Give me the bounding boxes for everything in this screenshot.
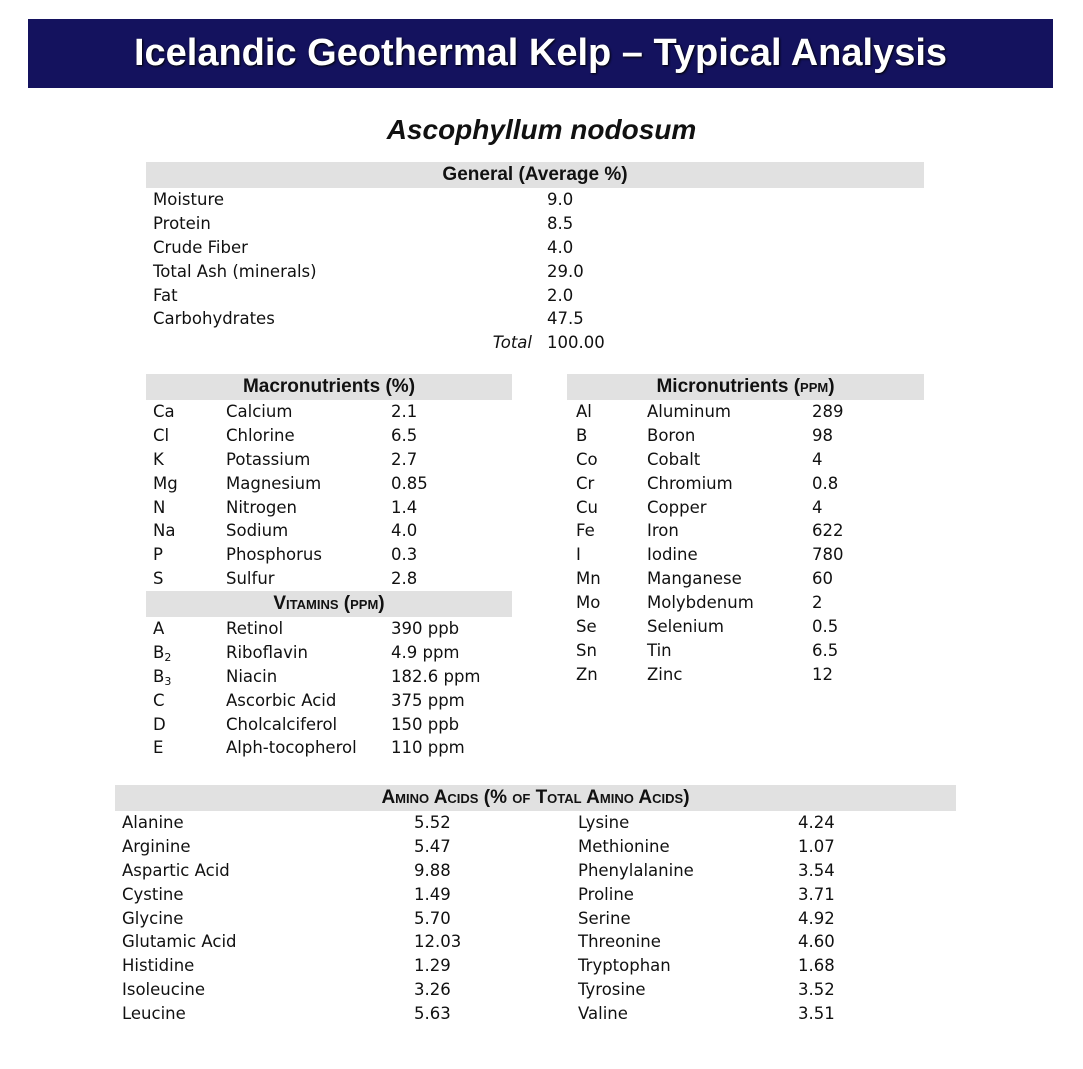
amino-value: 3.52 bbox=[798, 980, 835, 1000]
element-value: 780 bbox=[812, 545, 844, 565]
element-symbol: S bbox=[153, 569, 164, 589]
vitamin-name: Retinol bbox=[226, 619, 284, 638]
element-name: Chromium bbox=[647, 473, 733, 493]
table-row bbox=[571, 883, 956, 907]
amino-value: 3.71 bbox=[798, 884, 835, 904]
element-symbol: P bbox=[153, 545, 163, 565]
table-row bbox=[115, 883, 535, 907]
element-symbol: Mg bbox=[153, 473, 178, 493]
amino-value: 5.70 bbox=[414, 908, 451, 928]
amino-name: Leucine bbox=[122, 1004, 186, 1024]
vitamin-symbol: $B_3$ bbox=[153, 666, 172, 688]
table-row bbox=[146, 665, 512, 689]
table-row bbox=[146, 519, 512, 543]
table-row bbox=[571, 1002, 956, 1026]
element-name: Sulfur bbox=[226, 569, 275, 589]
element-value: 2.7 bbox=[391, 449, 418, 469]
element-symbol: Cl bbox=[153, 425, 170, 445]
amino-name: Threonine bbox=[578, 932, 661, 952]
amino-value: 5.47 bbox=[414, 836, 451, 856]
amino-value: 3.26 bbox=[414, 980, 451, 1000]
amino-value: 4.92 bbox=[798, 908, 835, 928]
row-label: Crude Fiber bbox=[153, 237, 248, 257]
table-row bbox=[146, 236, 924, 260]
row-value: 2.0 bbox=[547, 285, 574, 305]
element-value: 2.8 bbox=[391, 569, 418, 589]
element-symbol: N bbox=[153, 497, 166, 517]
amino-value: 1.07 bbox=[798, 836, 835, 856]
table-row bbox=[567, 472, 924, 496]
micronutrients-header-title: Micronutrients ( bbox=[656, 376, 801, 397]
general-total-row bbox=[146, 331, 924, 355]
element-value: 0.3 bbox=[391, 545, 418, 565]
element-value: 4 bbox=[812, 497, 823, 517]
row-value: 29.0 bbox=[547, 261, 584, 281]
amino-value: 9.88 bbox=[414, 860, 451, 880]
vitamin-subscript: 3 bbox=[164, 674, 172, 688]
element-value: 2.1 bbox=[391, 402, 418, 421]
row-value: 4.0 bbox=[547, 237, 574, 257]
table-row bbox=[115, 930, 535, 954]
amino-acids-left-table bbox=[115, 811, 535, 1026]
vitamin-name: Riboflavin bbox=[226, 642, 308, 662]
vitamin-subscript: 2 bbox=[164, 650, 172, 664]
amino-name: Aspartic Acid bbox=[122, 860, 230, 880]
vitamin-name: Alph-tocopherol bbox=[226, 738, 357, 758]
amino-value: 4.60 bbox=[798, 932, 835, 952]
amino-value: 3.54 bbox=[798, 860, 835, 880]
amino-value: 5.63 bbox=[414, 1004, 451, 1024]
table-row bbox=[571, 835, 956, 859]
table-row bbox=[146, 472, 512, 496]
amino-name: Isoleucine bbox=[122, 980, 206, 1000]
table-row bbox=[146, 307, 924, 331]
element-symbol: Al bbox=[576, 402, 592, 421]
amino-value: 1.49 bbox=[414, 884, 451, 904]
table-row bbox=[567, 448, 924, 472]
element-name: Molybdenum bbox=[647, 593, 754, 613]
vitamin-value: 150 ppb bbox=[391, 714, 460, 734]
vitamin-symbol: A bbox=[153, 619, 165, 638]
vitamins-table bbox=[146, 617, 512, 760]
table-row bbox=[567, 663, 924, 687]
element-name: Zinc bbox=[647, 664, 683, 684]
row-value: 8.5 bbox=[547, 213, 574, 233]
table-row bbox=[146, 400, 512, 424]
amino-name: Cystine bbox=[122, 884, 184, 904]
element-value: 1.4 bbox=[391, 497, 418, 517]
element-name: Aluminum bbox=[647, 402, 731, 421]
element-name: Phosphorus bbox=[226, 545, 322, 565]
row-label: Total Ash (minerals) bbox=[153, 261, 317, 281]
table-row bbox=[571, 859, 956, 883]
element-name: Selenium bbox=[647, 617, 724, 637]
amino-value: 1.29 bbox=[414, 956, 451, 976]
element-name: Iron bbox=[647, 521, 679, 541]
micronutrients-table bbox=[567, 400, 924, 687]
element-name: Cobalt bbox=[647, 449, 701, 469]
amino-name: Tryptophan bbox=[578, 956, 671, 976]
amino-value: 3.51 bbox=[798, 1004, 835, 1024]
element-name: Manganese bbox=[647, 569, 742, 589]
amino-name: Arginine bbox=[122, 836, 191, 856]
total-label: Total bbox=[492, 333, 532, 352]
row-value: 9.0 bbox=[547, 190, 574, 209]
page-title: Icelandic Geothermal Kelp – Typical Analysis bbox=[28, 19, 1053, 88]
table-row bbox=[146, 188, 924, 212]
element-value: 6.5 bbox=[812, 640, 839, 660]
amino-name: Phenylalanine bbox=[578, 860, 694, 880]
table-row bbox=[571, 954, 956, 978]
element-symbol: Sn bbox=[576, 640, 597, 660]
table-row bbox=[567, 567, 924, 591]
element-value: 2 bbox=[812, 593, 823, 613]
macronutrients-table bbox=[146, 400, 512, 591]
vitamin-symbol: $B_2$ bbox=[153, 642, 172, 664]
element-value: 0.5 bbox=[812, 617, 839, 637]
element-symbol: Se bbox=[576, 617, 597, 637]
table-row bbox=[115, 907, 535, 931]
amino-acids-right-table bbox=[571, 811, 956, 1026]
species-subtitle: Ascophyllum nodosum bbox=[386, 114, 697, 145]
element-value: 0.8 bbox=[812, 473, 839, 493]
table-row bbox=[571, 811, 956, 835]
element-symbol: Mn bbox=[576, 569, 601, 589]
table-row bbox=[115, 811, 535, 835]
table-row bbox=[567, 591, 924, 615]
table-row bbox=[567, 496, 924, 520]
table-row bbox=[146, 713, 512, 737]
element-name: Magnesium bbox=[226, 473, 322, 493]
element-value: 98 bbox=[812, 425, 833, 445]
table-row bbox=[567, 519, 924, 543]
general-header: General (Average %) bbox=[146, 162, 924, 188]
vitamin-name: Ascorbic Acid bbox=[226, 690, 337, 710]
table-row bbox=[146, 496, 512, 520]
general-table bbox=[146, 188, 924, 331]
table-row bbox=[567, 639, 924, 663]
element-symbol: Mo bbox=[576, 593, 601, 613]
element-symbol: Cu bbox=[576, 497, 598, 517]
micronutrients-header-unit: ppm bbox=[800, 376, 829, 397]
amino-value: 12.03 bbox=[414, 932, 462, 952]
amino-name: Histidine bbox=[122, 956, 195, 976]
row-value: 47.5 bbox=[547, 309, 584, 329]
element-value: 4.0 bbox=[391, 521, 418, 541]
vitamin-name: Niacin bbox=[226, 666, 278, 686]
vitamin-symbol: C bbox=[153, 690, 165, 710]
element-value: 6.5 bbox=[391, 425, 418, 445]
element-name: Nitrogen bbox=[226, 497, 297, 517]
table-row bbox=[146, 641, 512, 665]
macronutrients-header: Macronutrients (%) bbox=[146, 374, 512, 400]
vitamin-value: 110 ppm bbox=[391, 738, 465, 758]
amino-name: Alanine bbox=[122, 813, 184, 832]
amino-name: Valine bbox=[578, 1004, 628, 1024]
table-row bbox=[146, 736, 512, 760]
table-row bbox=[146, 448, 512, 472]
element-symbol: Na bbox=[153, 521, 176, 541]
table-row bbox=[146, 617, 512, 641]
table-row bbox=[146, 567, 512, 591]
element-symbol: B bbox=[576, 425, 588, 445]
table-row bbox=[146, 424, 512, 448]
element-symbol: Cr bbox=[576, 473, 595, 493]
element-symbol: Zn bbox=[576, 664, 598, 684]
vitamin-value: 375 ppm bbox=[391, 690, 465, 710]
table-row bbox=[146, 689, 512, 713]
element-symbol: Fe bbox=[576, 521, 595, 541]
amino-name: Tyrosine bbox=[578, 980, 646, 1000]
total-value: 100.00 bbox=[547, 333, 605, 352]
element-symbol: K bbox=[153, 449, 164, 469]
element-value: 4 bbox=[812, 449, 823, 469]
vitamin-name: Cholcalciferol bbox=[226, 714, 338, 734]
element-name: Sodium bbox=[226, 521, 289, 541]
table-row bbox=[571, 907, 956, 931]
row-label: Protein bbox=[153, 213, 211, 233]
amino-acids-header: Amino Acids (% of Total Amino Acids) bbox=[115, 785, 956, 811]
element-name: Tin bbox=[647, 640, 672, 660]
table-row bbox=[115, 1002, 535, 1026]
element-name: Boron bbox=[647, 425, 696, 445]
vitamin-symbol: E bbox=[153, 738, 164, 758]
amino-value: 5.52 bbox=[414, 813, 451, 832]
element-value: 289 bbox=[812, 402, 844, 421]
amino-name: Methionine bbox=[578, 836, 670, 856]
element-name: Iodine bbox=[647, 545, 698, 565]
element-value: 622 bbox=[812, 521, 844, 541]
table-row bbox=[146, 543, 512, 567]
table-row bbox=[567, 400, 924, 424]
table-row bbox=[571, 930, 956, 954]
row-label: Moisture bbox=[153, 190, 225, 209]
amino-name: Proline bbox=[578, 884, 634, 904]
element-value: 0.85 bbox=[391, 473, 428, 493]
table-row bbox=[567, 615, 924, 639]
element-name: Potassium bbox=[226, 449, 311, 469]
micronutrients-header bbox=[567, 374, 924, 400]
table-row bbox=[571, 978, 956, 1002]
element-symbol: Co bbox=[576, 449, 598, 469]
amino-name: Glycine bbox=[122, 908, 184, 928]
table-row bbox=[146, 212, 924, 236]
micronutrients-header-close: ) bbox=[828, 376, 835, 397]
element-symbol: Ca bbox=[153, 402, 175, 421]
table-row bbox=[115, 835, 535, 859]
vitamin-symbol: D bbox=[153, 714, 166, 734]
table-row bbox=[567, 543, 924, 567]
table-row bbox=[115, 859, 535, 883]
row-label: Carbohydrates bbox=[153, 309, 275, 329]
element-name: Calcium bbox=[226, 402, 293, 421]
vitamin-value: 182.6 ppm bbox=[391, 666, 481, 686]
table-row bbox=[146, 260, 924, 284]
element-value: 60 bbox=[812, 569, 833, 589]
table-row bbox=[146, 284, 924, 308]
vitamins-header: Vitamins (ppm) bbox=[146, 591, 512, 617]
amino-value: 4.24 bbox=[798, 813, 835, 832]
vitamin-value: 390 ppb bbox=[391, 619, 460, 638]
element-name: Copper bbox=[647, 497, 707, 517]
table-row bbox=[567, 424, 924, 448]
element-value: 12 bbox=[812, 664, 833, 684]
table-row bbox=[115, 954, 535, 978]
amino-name: Glutamic Acid bbox=[122, 932, 237, 952]
amino-value: 1.68 bbox=[798, 956, 835, 976]
amino-name: Serine bbox=[578, 908, 631, 928]
element-symbol: I bbox=[576, 545, 581, 565]
amino-name: Lysine bbox=[578, 813, 630, 832]
vitamin-value: 4.9 ppm bbox=[391, 642, 460, 662]
table-row bbox=[115, 978, 535, 1002]
element-name: Chlorine bbox=[226, 425, 295, 445]
row-label: Fat bbox=[153, 285, 178, 305]
